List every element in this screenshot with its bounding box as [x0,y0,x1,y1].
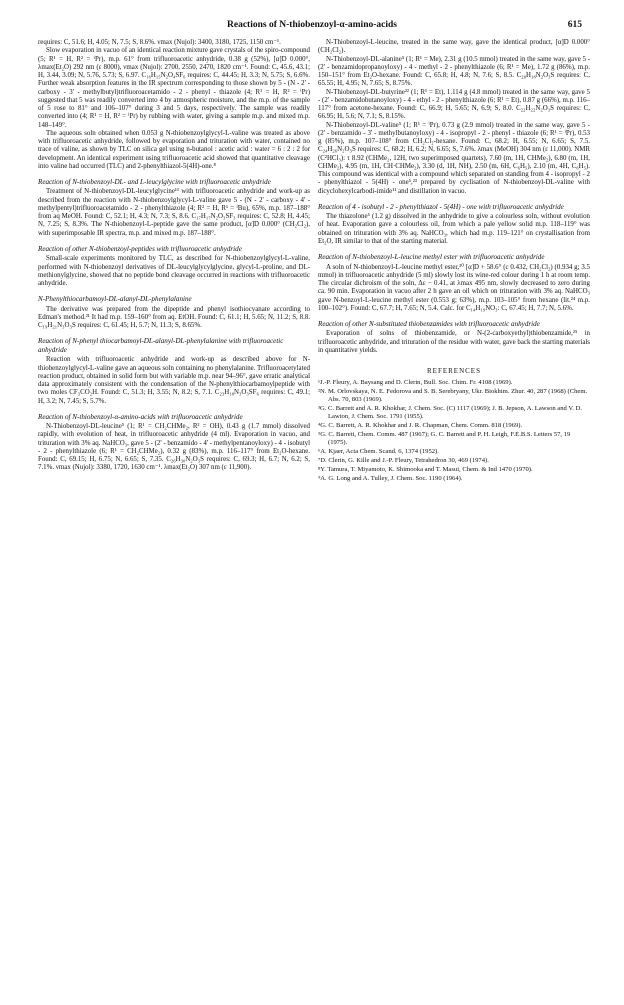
section-heading: Reaction of N-thiobenzoyl-DL- and L-leucylglycine with trifluoroacetic anhydride [38,178,271,186]
right-column [318,39,590,484]
body-paragraph: The derivative was prepared from the dipeptide and phenyl isothiocyanate according to Edman's method.²¹ It had m.p. 159–160° from aq. EtOH. Found: C, 61.1; H, 5.65; N, 11.2; S, 8.8. C₁₉H₂₁N₃O₃S requires: C, 61.45; H, 5.7; N, 11.3; S, 8.65%. [38,305,310,330]
body-paragraph: Evaporation of solns of thiobenzamide, or N-(2-carboxyethyl)thiobenzamide,²⁵ in trifluoroacetic anhydride, and trituration of the residue with water, gave back the starting materials in quantitative yields. [318,330,590,354]
section-heading: Reaction of N-thiobenzoyl-L-leucine methyl ester with trifluoroacetic anhydride [318,253,545,262]
reference-item: ⁹A. G. Long and A. Tulley, J. Chem. Soc. 1190 (1964). [318,475,463,483]
section-heading: Reaction of other N-substituted thiobenzamides with trifluoroacetic anhydride [318,320,540,329]
reference-item: ¹J.-P. Fleury, A. Baysang and D. Clerin, Bull. Soc. Chim. Fr. 4108 (1969). [318,379,513,387]
page-number: 615 [567,20,582,30]
body-paragraph: Reaction with trifluoroacetic anhydride and work-up as described above for N-thiobenzoylglycyl-L-valine gave an aqueous soln containing no phenylalanine. Trifluoroacetylated reaction product, obtained in solid form but with variable m.p. near 94–96°, gave erratic analytical data approximately consistent with the condensation of the N-phenylthiocarbamoylpeptide with two moles CF₃CO₂H. Found: C, 51.3; H, 3.55; N, 8.2; S, 7.1. C₂₃H₁₈N₃O₃SF₆ requires: C, 49.1; H, 3.2; N, 7.45; S, 5.7%. [38,356,310,405]
reference-item: ⁶A. Kjaer, Acta Chem. Scand. 6, 1374 (1952). [318,448,439,456]
section-heading: Reaction of other N-thiobenzoyl-peptides with trifluoroacetic anhydride [38,244,242,253]
references-heading: REFERENCES [427,367,481,376]
section-heading: Reaction of N-thiobenzoyl-α-amino-acids with trifluoroacetic anhydride [38,412,243,421]
reference-item: ⁷D. Clerin, G. Kille and J.-P. Fleury, Tetrahedron 30, 469 (1974). [318,457,489,465]
reference-item: ⁴G. C. Barrett, A. R. Khokhar and J. R. Chapman, Chem. Comm. 818 (1969). [318,422,523,430]
body-paragraph: N-Thiobenzoyl-DL-valine⁵ (1; R¹ = ⁱPr), 0.73 g (2.9 mmol) treated in the same way, gave 5 - (2' - benzamido - 3' - methylbutanoyloxy) - 4 - isopropyl - 2 - phenyl - thiazole (6; R¹ = ⁱPr), 0.53 g (85%), m.p. 107–108° from CH₂Cl₂-hexane. Found: C, 68.2; H, 6.55; N, 6.65; S, 7.5. C₂₄H₂₆N₂O₃S requires: C, 68.2; H, 6.2; N, 6.65; S, 7.6%. λmax (MeOH) 304 nm (ε 11,000). NMR (C²HCl₃): τ 8.92 (CHMe₂, 12H, two superimposed quartets), 7.60 (m, 1H, CHMe₂), 6.80 (m, 1H, CHMe₂), 4.95 (m, 1H, CH·CHMe₂), 3.30 (d, 1H, NH), 2.50 (m, 6H, C₆H₅), 2.10 (m, 4H, C₆H₅). This compound was identical with a compound which separated on standing from 4 - isopropyl - 2 - phenylthiazol - 5(4H) - one⁵,²³ prepared by cyclisation of N-thiobenzoyl-DL-valine with dicyclohexylcarbodi-imide¹¹ and distillation in vacuo. [318,121,590,195]
body-paragraph: Small-scale experiments monitored by TLC, as described for N-thiobenzoylglycyl-L-valine, performed with N-thiobenzoyl derivatives of DL-leucylglycylglycine, glycyl-L-proline, and DL-methionylglycine, showed that no peptide bond cleavage occurred in reactions with trifluoroacetic anhydride. [38,255,310,288]
body-paragraph: N-Thiobenzoyl-DL-leucine⁵ (1; R¹ = CH₂CHMe₂, R² = OH), 0.43 g (1.7 mmol) dissolved rapidly, with evolution of heat, in trifluoroacetic anhydride (4 ml). Evaporation in vacuo, and trituration with 3% aq. NaHCO₃, gave 5 - (2' - benzamido - 4' - methylpentanoyloxy) - 4 - isobutyl - 2 - phenylthiazole (6; R¹ = CH₂CHMe₂), 0.32 g (83%), m.p. 116–117° from Et₂O-hexane. Found: C, 69.15; H, 6.75; N, 6.65; S, 7.35. C₂₆H₃₀N₂O₃S requires: C, 69.3; H, 6.7; N, 6.2; S, 7.1%. νmax (Nujol): 3380, 1720, 1630 cm⁻¹. λmax(Et₂O) 307 nm (ε 11,900). [38,423,310,472]
running-head: Reactions of N-thiobenzoyl-α-amino-acids [227,20,397,30]
body-paragraph: N-Thiobenzoyl-L-leucine, treated in the same way, gave the identical product, [α]D 0.000° (CH₂Cl₂). [318,39,590,55]
section-heading: Reaction of 4 - isobutyl - 2 - phenylthiazol - 5(4H) - one with trifluoroacetic anhydride [318,202,564,211]
reference-item: ⁵G. C. Barrett, Chem. Comm. 487 (1967); G. C. Barrett and P. H. Leigh, F.E.B.S. Letters 57, 19 (1975). [318,431,571,447]
body-paragraph: The aqueous soln obtained when 0.053 g N-thiobenzoylglycyl-L-valine was treated as above with trifluoroacetic anhydride, followed by evaporation and trituration with water, contained no trace of valine, as shown by TLC on silica gel using n-butanol : acetic acid : water = 6 : 2 : 2 for development. An identical experiment using trifluoroacetic acid showed that quantitative cleavage into valine had occurred (TLC) and 2-phenylthiazol-5(4H)-one.⁸ [38,129,310,170]
reference-item: ³G. C. Barrett and A. R. Khokhar, J. Chem. Soc. (C) 1117 (1969); J. B. Jepson, A. Lawson and V. D. Lawton, J. Chem. Soc. 1791 (1955). [318,405,582,421]
references-list [318,379,590,483]
body-paragraph: N-Thiobenzoyl-DL-butyrine²² (1; R¹ = Et), 1.114 g (4.8 mmol) treated in the same way, gave 5 - (2' - benzamidobutanoyloxy) - 4 - ethyl - 2 - phenylthiazole (6; R¹ = Et), 0.87 g (66%), m.p. 116–117° from acetone-hexane. Found: C, 66.9; H, 5.65; N, 6.9; S, 8.0. C₂₂H₂₂N₂O₃S requires: C, 66.95; H, 5.6; N, 7.1; S, 8.15%. [318,88,590,121]
section-heading: Reaction of N-phenyl thiocarbamoyl-DL-alanyl-DL-phenylalanine with trifluoroacetic anhydride [38,337,284,354]
reference-item: ⁸Y. Tamura, T. Miyamoto, K. Shimooka and T. Masui, Chem. & Ind 1470 (1970). [318,466,533,474]
left-column [38,39,310,473]
body-paragraph: A soln of N-thiobenzoyl-L-leucine methyl ester,²⁰ [α]D + 58.6° (c 0.432, CH₂Cl₂) (0.934 g; 3.5 mmol) in trifluoroacetic anhydride (5 ml) slowly lost its wine-red colour during 1 h at room temp. The circular dichroism of the soln, Δε − 0.41, at λmax 495 nm, slowly decreased to zero during ca. 90 min. Evaporation in vacuo after 2 h gave an oil which on trituration with 3% aq. NaHCO₃ gave N-benzoyl-L-leucine methyl ester (0.553 g; 63%), m.p. 103–105° from hexane (lit.²⁴ m.p. 100–102°). Found: C, 67.7; H, 7.65; N, 5.4. Calc. for C₁₄H₁₉NO₃: C, 67.45; H, 7.7; N, 5.6%. [318,263,590,312]
body-paragraph: Treatment of N-thiobenzoyl-DL-leucylglycine¹¹ with trifluoroacetic anhydride and work-up as described from the reaction with N-thiobenzoylglycyl-L-valine gave 5 - (N - 2' - carboxy - 4' - methylpentyl)trifluoroacetamido - 2 - phenylthiazole (4; R² = H, R¹ = ⁱBu), 65%, m.p. 187–188° from aq MeOH. Found: C, 52.1; H, 4.3; N, 7.3; S, 8.6. C₁₇H₁₇N₂O₃SF₃ requires: C, 52.8; H, 4.45; N, 7.25; S, 8.3%. The N-thiobenzoyl-L-peptide gave the same product, [α]D 0.000° (CH₂Cl₂), with superimposable IR spectra, m.p. and mixed m.p. 187–188°. [38,188,310,237]
body-paragraph: N-Thiobenzoyl-DL-alanine⁵ (1; R¹ = Me), 2.31 g (10.5 mmol) treated in the same way, gave 5 - (2' - benzamidopropanoyloxy) - 4 - methyl - 2 - phenylthiazole (6; R¹ = Me), 1.72 g (86%), m.p. 150–151° from Et₂O-hexane. Found: C, 65.8; H, 4.8; N, 7.6; S, 8.5. C₂₀H₁₈N₂O₃S requires: C, 65.55; H, 4.95; N, 7.65; S, 8.75%. [318,55,590,88]
section-heading: N-Phenylthiocarbamoyl-DL-alanyl-DL-phenylalanine [38,295,192,304]
body-paragraph: requires: C, 51.6; H, 4.05; N, 7.5; S, 8.6%. νmax (Nujol): 3400, 3180, 1725, 1150 cm⁻¹. [38,39,281,46]
reference-item: ²N. M. Orlovskaya, N. E. Fedorova and S. B. Serebryany, Ukr. Biokhim. Zhur. 40, 287 (1968) (Chem. Abs. 70, 803 (1969). [318,388,588,404]
body-paragraph: The thiazolone⁵ (1.2 g) dissolved in the anhydride to give a colourless soln, without evolution of heat. Evaporation gave a colourless oil, from which a pale yellow solid m.p. 118–119° was obtained on trituration with 3% aq. NaHCO₃, which had m.p. 119–121° on crystallisation from Et₂O, IR similar to that of the starting material. [318,213,590,245]
body-paragraph: Slow evaporation in vacuo of an identical reaction mixture gave crystals of the spiro-compound (5; R¹ = H, R² = ⁱPr), m.p. 61° from trifluoroacetic anhydride, 0.38 g (52%), [α]D 0.000°, λmax(Et₂O) 292 nm (ε 8000), νmax (Nujol): 2700, 2550, 2470, 1820 cm⁻¹. Found: C, 45.6, 43.1; H, 3.44, 3.09; N, 5.76, 5.73; S, 6.97. C₁₆H₁₅N₂O₄SF₆ requires: C, 44.45; H, 3.3; N, 5.75; S, 6.6%. Further weak absorption features in the IR spectrum corresponding to those shown by 5 - (N - 2' - carboxy - 3' - methylbutyl)trifluoroacetamido - 2 - phenyl - thiazole (4; R¹ = H, R² = ⁱPr) suggested that 5 was readily converted into 4 by atmospheric moisture, and the m.p. of the sample of 5 rose to 81° and 106–107° during 3 and 5 days, respectively. The sample was readily converted into (4; R¹ = H, R² = ⁱPr) by rubbing with water, giving a sample m.p. and mixed m.p. 148–149°. [38,47,310,129]
